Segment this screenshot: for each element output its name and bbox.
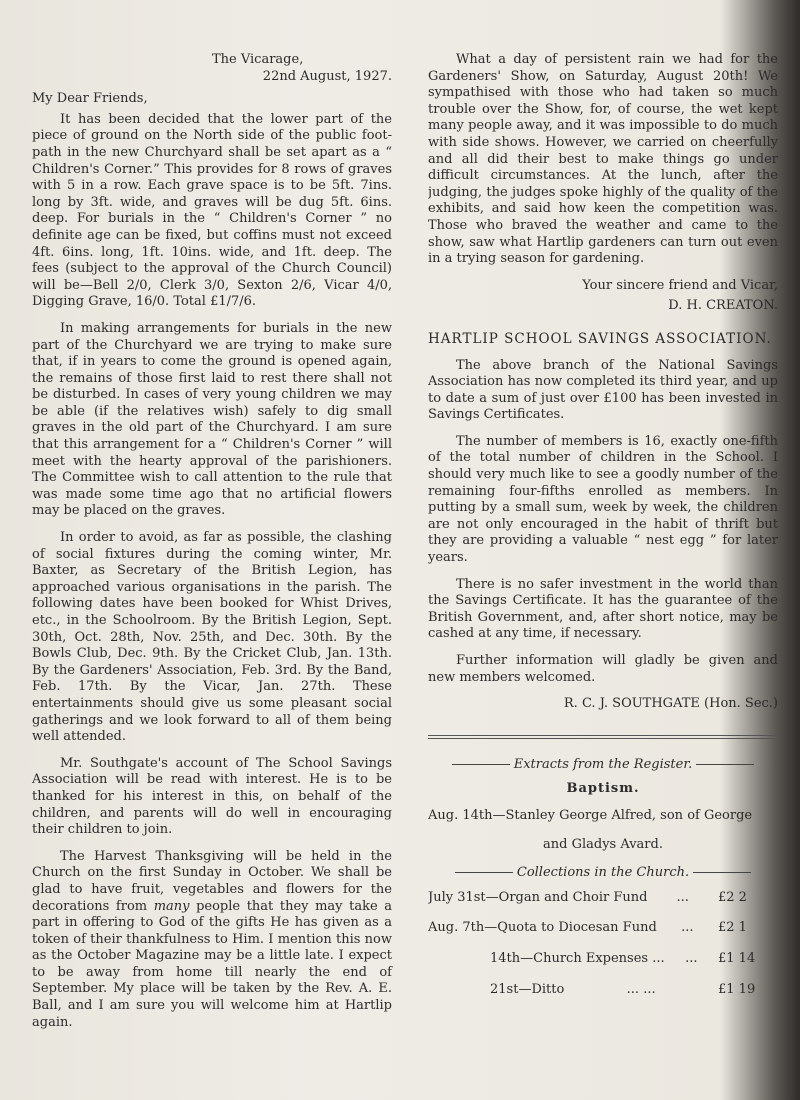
savings-paragraph-1: The above branch of the National Savings Association has now completed its third year, and up to date a sum of just over £100 has been invested in Savings Certificates. <box>428 357 778 423</box>
baptism-entry-line-1: Aug. 14th—Stanley George Alfred, son of George <box>428 807 753 823</box>
collection-dots: ... <box>676 889 689 905</box>
collection-purpose: —Organ and Choir Fund <box>485 889 648 905</box>
collection-dots: ... <box>681 920 694 936</box>
collections-heading <box>428 865 778 882</box>
collection-label <box>428 920 657 937</box>
savings-paragraph-3: There is no safer investment in the world than the Savings Certificate. It has the guarantee of the British Government, and, after short notice, may be cashed at any time, if necessary. <box>428 576 778 642</box>
baptism-entry-line-2: and Gladys Avard. <box>543 836 663 852</box>
left-column <box>32 52 392 1041</box>
collection-date: 21st <box>490 981 519 997</box>
collection-purpose: —Quota to Diocesan Fund <box>484 920 657 936</box>
register-heading-text: Extracts from the Register. <box>513 756 693 772</box>
collection-amount: £1 14 <box>718 950 756 966</box>
divider-top <box>428 735 778 736</box>
harvest-text-b: people that they may take a part in offering to God of the gifts He has given as a token of their thankfulness to Him. I mention this now as the October Magazine may be a little late. I expect to be away from home till nearly the end of September. My place will be taken by the Rev. A. E. Ball, and I am sure you will welcome him at Hartlip again. <box>32 898 392 1030</box>
collection-row <box>428 982 778 999</box>
paragraph-harvest-thanksgiving <box>32 849 392 1032</box>
right-column <box>428 52 778 1012</box>
paragraph-social-fixtures: In order to avoid, as far as possible, the clashing of social fixtures during the coming winter, Mr. Baxter, as Secretary of the British Legion, has approached various organisations in the parish. The following dates have been booked for Whist Drives, etc., in the Schoolroom. By the British Legion, Sept. 30th, Oct. 28th, Nov. 25th, and Dec. 30th. By the Bowls Club, Dec. 9th. By the Cricket Club, Jan. 13th. By the Gardeners' Association, Feb. 3rd. By the Band, Feb. 17th. By the Vicar, Jan. 27th. These entertainments should give us some pleasant social gatherings and we look forward to all of them being well attended. <box>32 530 392 745</box>
divider-bottom <box>428 738 778 739</box>
collection-amount: £1 19 <box>718 981 756 997</box>
collection-label <box>428 951 665 968</box>
collection-purpose: —Church Expenses ... <box>520 950 665 966</box>
collection-row <box>428 890 778 907</box>
savings-section-title: HARTLIP SCHOOL SAVINGS ASSOCIATION. <box>428 330 772 347</box>
collection-label <box>428 890 647 907</box>
harvest-emphasis: many <box>153 898 190 914</box>
baptism-heading: Baptism. <box>566 781 640 797</box>
letter-address: The Vicarage, <box>212 52 304 67</box>
paragraph-childrens-corner: It has been decided that the lower part of the piece of ground on the North side of the public foot-path in the new Churchyard shall be set apart as a “ Children's Corner.” This provides for 8 rows of graves with 5 in a row. Each grave space is to be 5ft. 7ins. long by 3ft. wide, and graves will be dug 5ft. 6ins. deep. For burials in the “ Children's Corner ” no definite age can be fixed, but coffins must not exceed 4ft. 6ins. long, 1ft. 10ins. wide, and 1ft. deep. The fees (subject to the approval of the Church Council) will be—Bell 2/0, Clerk 3/0, Sexton 2/6, Vicar 4/0, Digging Grave, 16/0. Total £1/7/6. <box>32 111 392 310</box>
collection-date: 14th <box>490 950 521 966</box>
savings-signature: R. C. J. SOUTHGATE (Hon. Sec.) <box>563 696 778 712</box>
collection-date: July 31st <box>428 889 486 905</box>
collection-dots: ... ... <box>626 981 656 997</box>
collection-dots: ... <box>685 950 698 966</box>
collection-amount: £2 2 <box>718 889 747 905</box>
savings-paragraph-2: The number of members is 16, exactly one-fifth of the total number of children in the School. I should very much like to see a goodly number of the remaining four-fifths enrolled as members. In putting by a small sum, week by week, the children are not only encouraged in the habit of thrift but they are providing a valuable “ nest egg ” for later years. <box>428 433 778 566</box>
paragraph-school-savings: Mr. Southgate's account of The School Savings Association will be read with interest. He is to be thanked for his interest in this, on behalf of the children, and parents will do well in encouraging their children to join. <box>32 755 392 838</box>
letter-date: 22nd August, 1927. <box>262 68 392 84</box>
collection-label <box>428 982 564 999</box>
savings-paragraph-4: Further information will gladly be given and new members welcomed. <box>428 653 778 685</box>
collection-purpose: —Ditto <box>518 981 565 997</box>
collection-date: Aug. 7th <box>428 920 485 936</box>
collections-heading-text: Collections in the Church. <box>516 865 690 881</box>
collection-row <box>428 951 778 968</box>
collection-row <box>428 920 778 937</box>
paragraph-gardeners-show: What a day of persistent rain we had for the Gardeners' Show, on Saturday, August 20th! We sympathised with those who had taken so much trouble over the Show, for, of course, the wet kept many people away, and it was impossible to do much with side shows. However, we carried on cheerfully and all did their best to make things go under difficult circumstances. At the lunch, after the judging, the judges spoke highly of the quality of the exhibits, and said how keen the competition was. Those who braved the weather and came to the show, saw what Hartlip gardeners can turn out even in a trying season for gardening. <box>428 52 778 267</box>
closing-line: Your sincere friend and Vicar, <box>582 277 778 293</box>
register-heading <box>428 757 778 774</box>
salutation: My Dear Friends, <box>32 91 148 107</box>
vicar-signature: D. H. CREATON. <box>668 298 778 314</box>
paragraph-burial-arrangements: In making arrangements for burials in the new part of the Churchyard we are trying to make sure that, if in years to come the ground is opened again, the remains of those first laid to rest there shall not be disturbed. In cases of very young children we may be able (if the relatives wish) safely to dig small graves in the old part of the Churchyard. I am sure that this arrangement for a “ Children's Corner ” will meet with the hearty approval of the parishioners. The Committee wish to call attention to the rule that was made some time ago that no artificial flowers may be placed on the graves. <box>32 320 392 519</box>
collection-amount: £2 1 <box>718 920 747 936</box>
harvest-text-a: The Harvest Thanksgiving will be held in the Church on the first Sunday in October. We shall be glad to have fruit, vegetables and flowers for the decorations from <box>32 848 392 914</box>
